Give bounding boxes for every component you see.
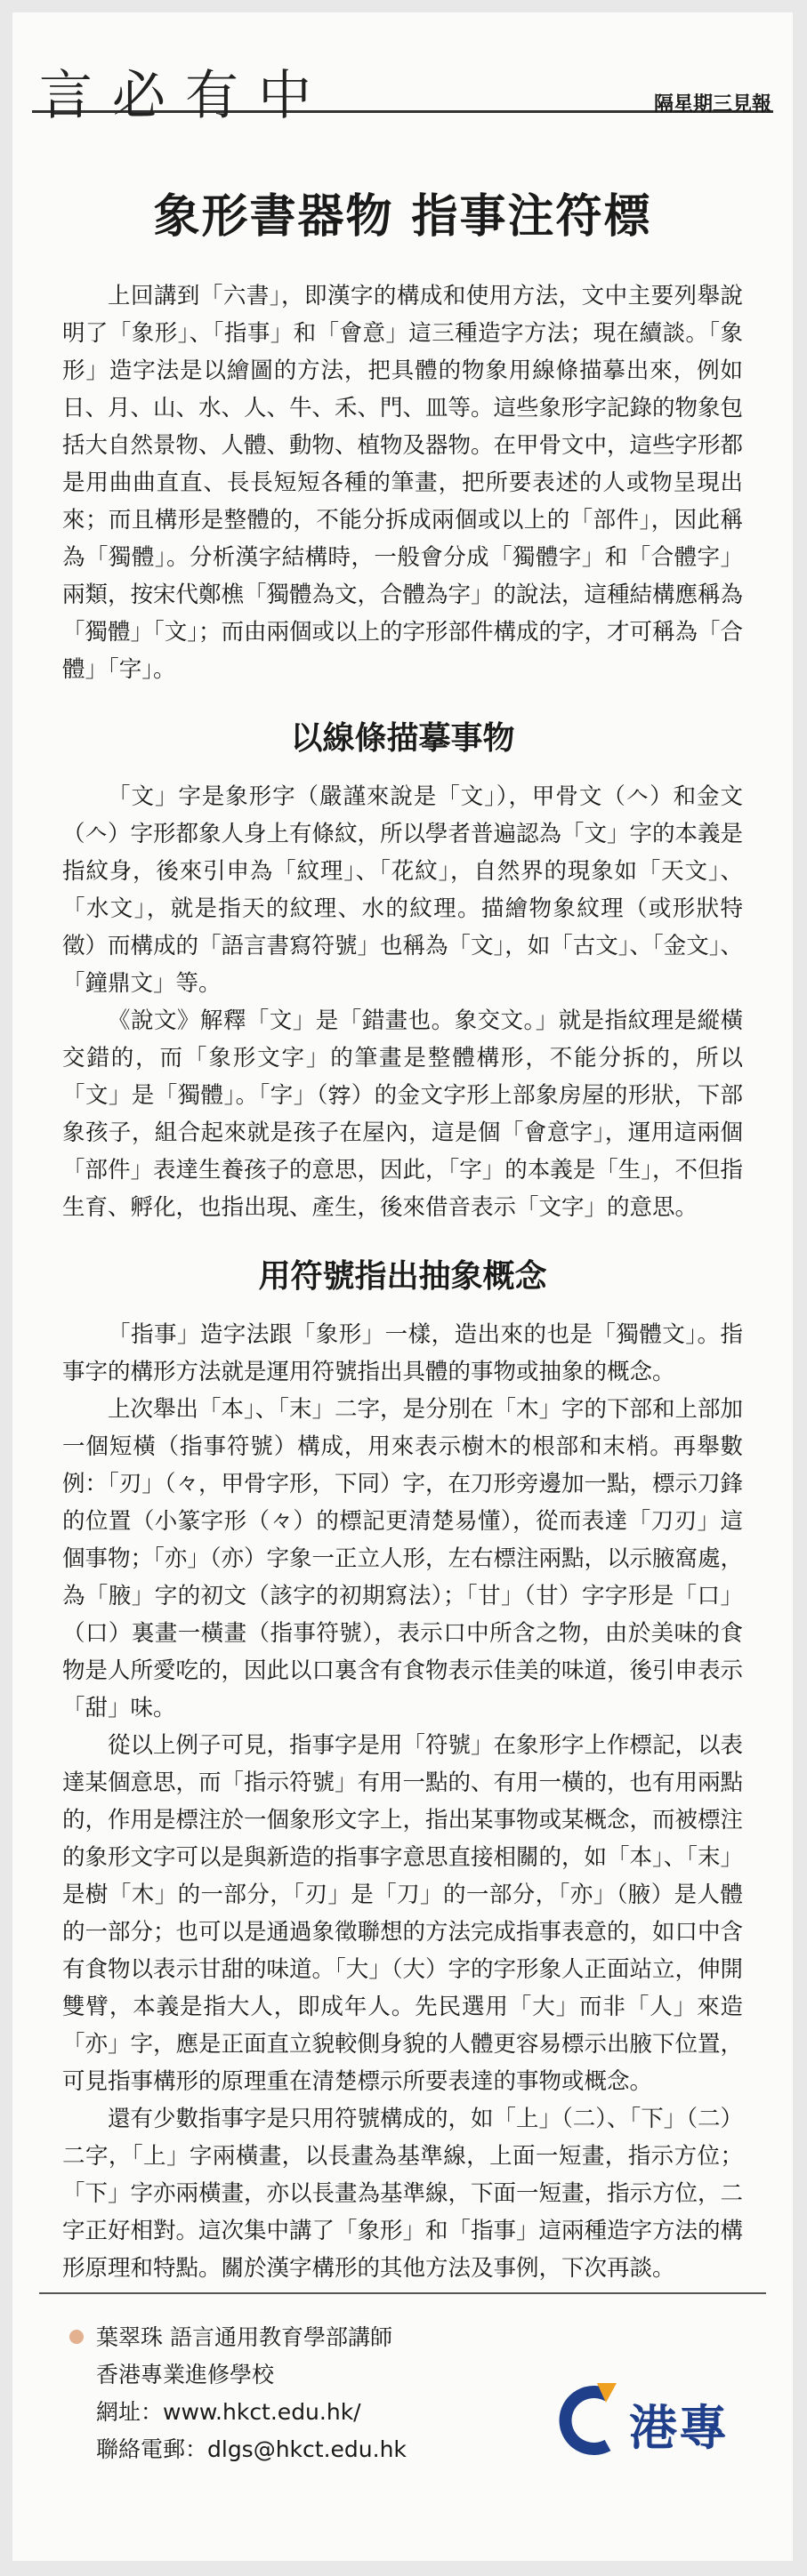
email-link[interactable]: 聯絡電郵：dlgs@hkct.edu.hk xyxy=(96,2436,407,2462)
column-header xyxy=(32,12,773,127)
column-name: 言必有中 xyxy=(39,65,331,127)
website-link[interactable]: 網址：www.hkct.edu.hk/ xyxy=(96,2399,361,2425)
paragraph: 上次舉出「本」、「末」二字，是分別在「木」字的下部和上部加一個短橫（指事符號）構成，用來表示樹木的根部和末梢。再舉數例：「刃」（𠚤，甲骨字形，下同）字，在刀形旁邊加一點，標示刀鋒的位置（小篆字形（𠚤）的標記更清楚易懂），從而表達「刀刃」這個事物；「亦」（亦）字象一正立人形，左右標注兩點，以示腋窩處，為「腋」字的初文（該字的初期寫法）；「甘」（甘）字字形是「口」（口）裏畫一橫畫（指事符號），表示口中所含之物，由於美味的食物是人所愛吃的，因此以口裏含有食物表示佳美的味道，後引申表示「甜」味。 xyxy=(62,1396,744,1721)
article-headline: 象形書器物 指事注符標 xyxy=(153,190,652,244)
bullet-dot-icon xyxy=(69,2330,84,2344)
author-info xyxy=(96,2319,407,2468)
logo-c-icon xyxy=(553,2376,624,2465)
paragraph: 上回講到「六書」，即漢字的構成和使用方法，文中主要列舉說明了「象形」、「指事」和「會意」這三種造字方法；現在續談。「象形」造字法是以繪圖的方法，把具體的物象用線條描摹出來，例如日、月、山、水、人、牛、禾、門、皿等。這些象形字記錄的物象包括大自然景物、人體、動物、植物及器物。在甲骨文中，這些字形都是用曲曲直直、長長短短各種的筆畫，把所要表述的人或物呈現出來；而且構形是整體的，不能分拆成兩個或以上的「部件」，因此稱為「獨體」。分析漢字結構時，一般會分成「獨體字」和「合體字」兩類，按宋代鄭樵「獨體為文，合體為字」的說法，這種結構應稱為「獨體」「文」；而由兩個或以上的字形部件構成的字，才可稱為「合體」「字」。 xyxy=(62,283,744,683)
author-name: 葉翠珠 語言通用教育學部講師 xyxy=(96,2324,392,2350)
article-body xyxy=(62,277,743,2287)
section-heading: 用符號指出抽象概念 xyxy=(258,1258,547,1295)
paragraph: 還有少數指事字是只用符號構成的，如「上」（二）、「下」（二）二字，「上」字兩橫畫，以長畫為基準線，上面一短畫，指示方位；「下」字亦兩橫畫，亦以長畫為基準線，下面一短畫，指示方位，二字正好相對。這次集中講了「象形」和「指事」這兩種造字方法的構形原理和特點。關於漢字構形的其他方法及事例，下次再談。 xyxy=(62,2106,744,2282)
paragraph: 《說文》解釋「文」是「錯畫也。象交文。」就是指紋理是縱橫交錯的，而「象形文字」的筆畫是整體構形，不能分拆的，所以「文」是「獨體」。「字」（𡦂）的金文字形上部象房屋的形狀，下部象孩子，組合起來就是孩子在屋內，這是個「會意字」，運用這兩個「部件」表達生養孩子的意思，因此，「字」的本義是「生」，不但指生育、孵化，也指出現、產生，後來借音表示「文字」的意思。 xyxy=(62,1007,744,1221)
paragraph: 「文」字是象形字（嚴謹來說是「文」），甲骨文（𠆢）和金文（𠆢）字形都象人身上有條紋，所以學者普遍認為「文」字的本義是指紋身，後來引申為「紋理」、「花紋」，自然界的現象如「天文」、「水文」，就是指天的紋理、水的紋理。描繪物象紋理（或形狀特徵）而構成的「語言書寫符號」也稱為「文」，如「古文」、「金文」、「鐘鼎文」等。 xyxy=(62,783,744,997)
section-heading: 以線條描摹事物 xyxy=(290,720,515,757)
school-name: 香港專業進修學校 xyxy=(96,2362,275,2387)
paragraph: 「指事」造字法跟「象形」一樣，造出來的也是「獨體文」。指事字的構形方法就是運用符號指出具體的事物或抽象的概念。 xyxy=(62,1321,743,1385)
paragraph: 從以上例子可見，指事字是用「符號」在象形字上作標記，以表達某個意思，而「指示符號」有用一點的、有用一橫的，也有用兩點的，作用是標注於一個象形文字上，指出某事物或某概念，而被標注的象形文字可以是與新造的指事字意思直接相關的，如「本」、「末」是樹「木」的一部分，「刃」是「刀」的一部分，「亦」（腋）是人體的一部分；也可以是通過象徵聯想的方法完成指事表意的，如口中含有食物以表示甘甜的味道。「大」（大）字的字形象人正面站立，伸開雙臂，本義是指大人，即成年人。先民選用「大」而非「人」來造「亦」字，應是正面直立貌較側身貌的人體更容易標示出腋下位置，可見指事構形的原理重在清楚標示所要表達的事物或概念。 xyxy=(62,1732,744,2095)
column-schedule: 隔星期三見報 xyxy=(653,93,771,116)
hkct-logo xyxy=(553,2376,739,2465)
author-footer xyxy=(39,2292,766,2561)
article-page xyxy=(12,12,793,2561)
logo-text: 港專 xyxy=(629,2400,729,2456)
